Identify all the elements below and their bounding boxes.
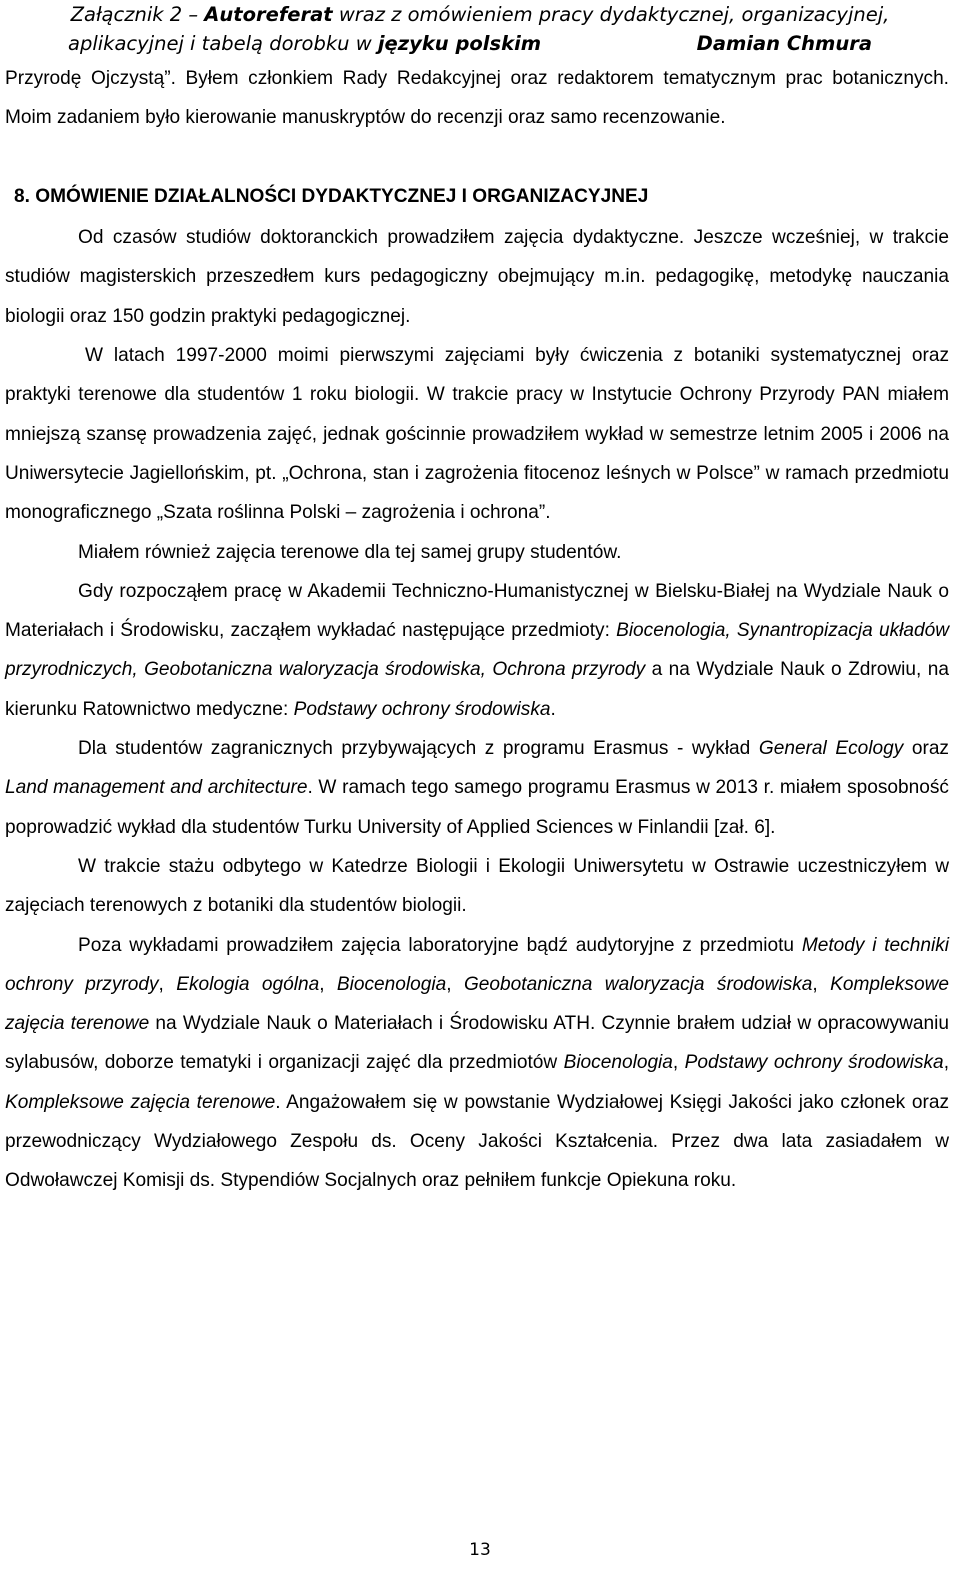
paragraph-4: Gdy rozpocząłem pracę w Akademii Techniczno-Humanistycznej w Bielsku-Białej na Wydziale Nauk o Materiałach i Środowisku, zacząłem wykładać następujące przedmioty: Biocenologia, Synantropizacja układów przyrodniczych, Geobotaniczna waloryzacja środowiska, Ochrona przyrody a na Wydziale Nauk o Zdrowiu, na kierunku Ratownictwo medyczne: Podstawy ochrony środowiska. bbox=[5, 580, 950, 720]
paragraph-2: W latach 1997-2000 moimi pierwszymi zajęciami były ćwiczenia z botaniki systematycznej oraz praktyki terenowe dla studentów 1 roku biologii. W trakcie pracy w Instytucie Ochrony Przyrody PAN miałem mniejszą szansę prowadzenia zajęć, jednak gościnnie prowadziłem wykład w semestrze letnim 2005 i 2006 na Uniwersytecie Jagiellońskim, pt. „Ochrona, stan i zagrożenia fitocenoz leśnych w Polsce” w ramach przedmiotu monograficznego „Szata roślinna Polski – zagrożenia i ochrona”. bbox=[5, 345, 949, 524]
document-body bbox=[5, 59, 949, 1201]
paragraph-continued: Przyrodę Ojczystą”. Byłem członkiem Rady Redakcyjnej oraz redaktorem tematycznym prac botanicznych. Moim zadaniem było kierowanie manuskryptów do recenzji oraz samo recenzowanie. bbox=[5, 68, 949, 129]
header-line-1: Załącznik 2 – Autoreferat wraz z omówieniem pracy dydaktycznej, organizacyjnej, bbox=[70, 3, 890, 26]
paragraph-1: Od czasów studiów doktoranckich prowadziłem zajęcia dydaktyczne. Jeszcze wcześniej, w trakcie studiów magisterskich przeszedłem kurs pedagogiczny obejmujący m.in. pedagogikę, metodykę nauczania biologii oraz 150 godzin praktyki pedagogicznej. bbox=[5, 227, 949, 327]
header-line-2 bbox=[0, 29, 960, 58]
header-author: Damian Chmura bbox=[696, 32, 872, 55]
paragraph-7: Poza wykładami prowadziłem zajęcia laboratoryjne bądź audytoryjne z przedmiotu Metody i techniki ochrony przyrody, Ekologia ogólna, Biocenologia, Geobotaniczna waloryzacja środowiska, Kompleksowe zajęcia terenowe na Wydziale Nauk o Materiałach i Środowisku ATH. Czynnie brałem udział w opracowywaniu sylabusów, doborze tematyki i organizacji zajęć dla przedmiotów Biocenologia, Podstawy ochrony środowiska, Kompleksowe zajęcia terenowe. Angażowałem się w powstanie Wydziałowej Księgi Jakości jako członek oraz przewodniczący Wydziałowego Zespołu ds. Oceny Jakości Kształcenia. Przez dwa lata zasiadałem w Odwoławczej Komisji ds. Stypendiów Socjalnych oraz pełniłem funkcje Opiekuna roku. bbox=[5, 934, 950, 1192]
page-header bbox=[0, 0, 960, 58]
section-heading: 8. OMÓWIENIE DZIAŁALNOŚCI DYDAKTYCZNEJ I ORGANIZACYJNEJ bbox=[14, 185, 649, 207]
paragraph-6: W trakcie stażu odbytego w Katedrze Biologii i Ekologii Uniwersytetu w Ostrawie uczestniczyłem w zajęciach terenowych z botaniki dla studentów biologii. bbox=[5, 855, 949, 917]
paragraph-5: Dla studentów zagranicznych przybywających z programu Erasmus - wykład General Ecology oraz Land management and architecture. W ramach tego samego programu Erasmus w 2013 r. miałem sposobność poprowadzić wykład dla studentów Turku University of Applied Sciences w Finlandii [zał. 6]. bbox=[5, 738, 949, 838]
page-number: 13 bbox=[469, 1540, 491, 1560]
header-line-2-left: aplikacyjnej i tabelą dorobku w języku polskim bbox=[68, 32, 542, 55]
paragraph-3: Miałem również zajęcia terenowe dla tej samej grupy studentów. bbox=[78, 541, 622, 563]
